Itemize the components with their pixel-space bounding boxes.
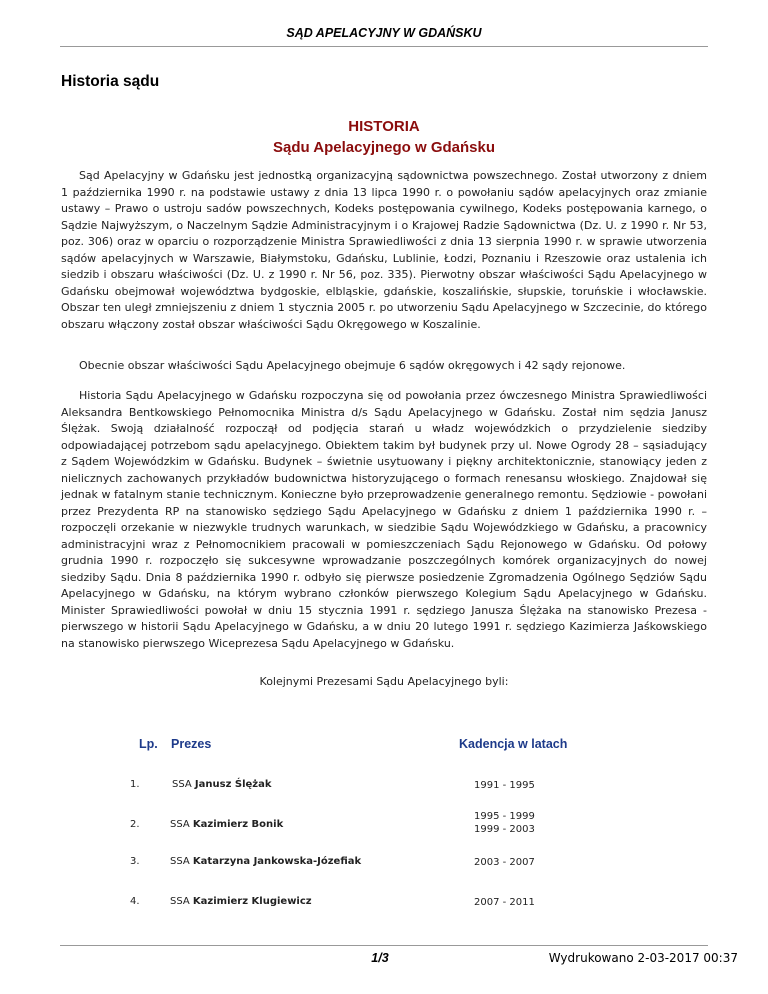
term-years: 1991 - 1995	[474, 780, 535, 791]
row-number: 4.	[130, 896, 140, 907]
name-prefix: SSA	[170, 819, 190, 830]
term-years: 2003 - 2007	[474, 857, 535, 868]
name-text: Kazimierz Bonik	[192, 819, 284, 830]
name-prefix: SSA	[172, 779, 192, 790]
table-row	[0, 779, 768, 809]
print-timestamp: Wydrukowano 2-03-2017 00:37	[548, 951, 738, 965]
header-divider	[60, 46, 708, 47]
paragraph-history-text: Historia Sądu Apelacyjnego w Gdańsku rozpoczyna się od powołania przez ówczesnego Ministra Sprawiedliwości Aleksandra Bentkowskiego Pełnomocnika Ministra d/s Sądu Apelacyjnego w Gdańsku. Został nim sędzia Janusz Ślężak. Swoją działalność rozpoczął od podjęcia starań u władz wojewódzkich o przydzielenie siedziby odpowiadającej potrzebom sądu apelacyjnego. Obiektem takim był budynek przy ul. Nowe Ogrody 28 – sąsiadujący z Sądem Wojewódzkim w Gdańsku. Budynek – świetnie usytuowany i piękny architektonicznie, stanowiący jeden z nielicznych zachowanych przykładów budownictwa historyzującego o formach renesansu włoskiego. Znajdował się jednak w fatalnym stanie technicznym. Konieczne było przeprowadzenie generalnego remontu. Sędziowie - powołani przez Prezydenta RP na stanowisko sędziego Sądu Apelacyjnego w Gdańsku z dniem 1 października 1990 r. – rozpoczęli orzekanie w niezwykle trudnych warunkach, w siedzibie Sądu Wojewódzkiego w Gdańsku, a pracownicy administracyjni wraz z Pełnomocnikiem pracowali w pomieszczeniach Sądu Rejonowego w Gdańsku. Od połowy grudnia 1990 r. rozpoczęło się sukcesywne wprowadzanie poszczególnych komórek organizacyjnych do nowej siedziby Sądu. Dnia 8 października 1990 r. odbyło się pierwsze posiedzenie Zgromadzenia Ogólnego Sędziów Sądu Apelacyjnego w Gdańsku, na którym wybrano członków pierwszego Kolegium Sądu Apelacyjnego w Gdańsku. Minister Sprawiedliwości powołał w dniu 15 stycznia 1991 r. sędziego Janusza Ślężaka na stanowisko Prezesa - pierwszego w historii Sądu Apelacyjnego w Gdańsku, a w dniu 20 lutego 1991 r. sędziego Kazimierza Jaśkowskiego na stanowisko pierwszego Wiceprezesa Sądu Apelacyjnego w Gdańsku.	[61, 389, 707, 650]
paragraph-jurisdiction-text: Obecnie obszar właściwości Sądu Apelacyjnego obejmuje 6 sądów okręgowych i 42 sądy rejonowe.	[79, 359, 626, 372]
name-text: Katarzyna Jankowska-Józefiak	[192, 856, 362, 867]
paragraph-jurisdiction	[61, 358, 707, 375]
document-title: HISTORIA	[348, 118, 420, 135]
paragraph-origin-text: Sąd Apelacyjny w Gdańsku jest jednostką organizacyjną sądownictwa powszechnego. Został utworzony z dniem 1 października 1990 r. na podstawie ustawy z dnia 13 lipca 1990 r. o powołaniu sądów apelacyjnych oraz zmianie ustawy – Prawo o ustroju sadów powszechnych, Kodeks postępowania cywilnego, Kodeks postępowania karnego, o Sądzie Najwyższym, o Naczelnym Sądzie Administracyjnym i o Krajowej Radzie Sądownictwa (Dz. U. z 1990 r. Nr 53, poz. 306) oraz w oparciu o rozporządzenie Ministra Sprawiedliwości z dnia 13 sierpnia 1990 r. w sprawie utworzenia sądów apelacyjnych w Warszawie, Białymstoku, Gdańsku, Lublinie, Łodzi, Poznaniu i Rzeszowie oraz ustalenia ich siedzib i obszaru właściwości (Dz. U. z 1990 r. Nr 56, poz. 335). Pierwotny obszar właściwości Sądu Apelacyjnego w Gdańsku obejmował województwa bydgoskie, elbląskie, gdańskie, koszalińskie, słupskie, toruńskie i włocławskie. Obszar ten uległ zmniejszeniu z dniem 1 stycznia 2005 r. po utworzeniu Sądu Apelacyjnego w Szczecinie, do którego obszaru włączony został obszar właściwości Sądu Okręgowego w Koszalinie.	[61, 169, 707, 331]
president-name	[170, 856, 361, 867]
page-number: 1/3	[371, 951, 389, 965]
section-heading: Historia sądu	[61, 73, 160, 90]
footer-divider	[60, 945, 708, 946]
president-name	[172, 779, 272, 790]
row-number: 3.	[130, 856, 140, 867]
president-name	[170, 896, 312, 907]
term-years	[474, 810, 535, 836]
table-row	[0, 856, 768, 886]
name-prefix: SSA	[170, 856, 190, 867]
name-text: Kazimierz Klugiewicz	[192, 896, 312, 907]
name-prefix: SSA	[170, 896, 190, 907]
row-number: 1.	[130, 779, 140, 790]
document-subtitle: Sądu Apelacyjnego w Gdańsku	[273, 139, 495, 156]
page-header-title: SĄD APELACYJNY W GDAŃSKU	[286, 26, 482, 40]
table-row	[0, 810, 768, 840]
table-intro: Kolejnymi Prezesami Sądu Apelacyjnego byli:	[259, 675, 509, 688]
term-first: 1995 - 1999	[474, 811, 535, 822]
name-text: Janusz Ślężak	[194, 779, 272, 790]
paragraph-origin	[61, 168, 707, 333]
column-header-prezes: Prezes	[171, 737, 212, 751]
term-years: 2007 - 2011	[474, 897, 535, 908]
table-row	[0, 896, 768, 926]
paragraph-history	[61, 388, 707, 652]
column-header-kadencja: Kadencja w latach	[459, 737, 568, 751]
president-name	[170, 819, 283, 830]
row-number: 2.	[130, 819, 140, 830]
term-second: 1999 - 2003	[474, 824, 535, 835]
column-header-lp: Lp.	[139, 737, 158, 751]
